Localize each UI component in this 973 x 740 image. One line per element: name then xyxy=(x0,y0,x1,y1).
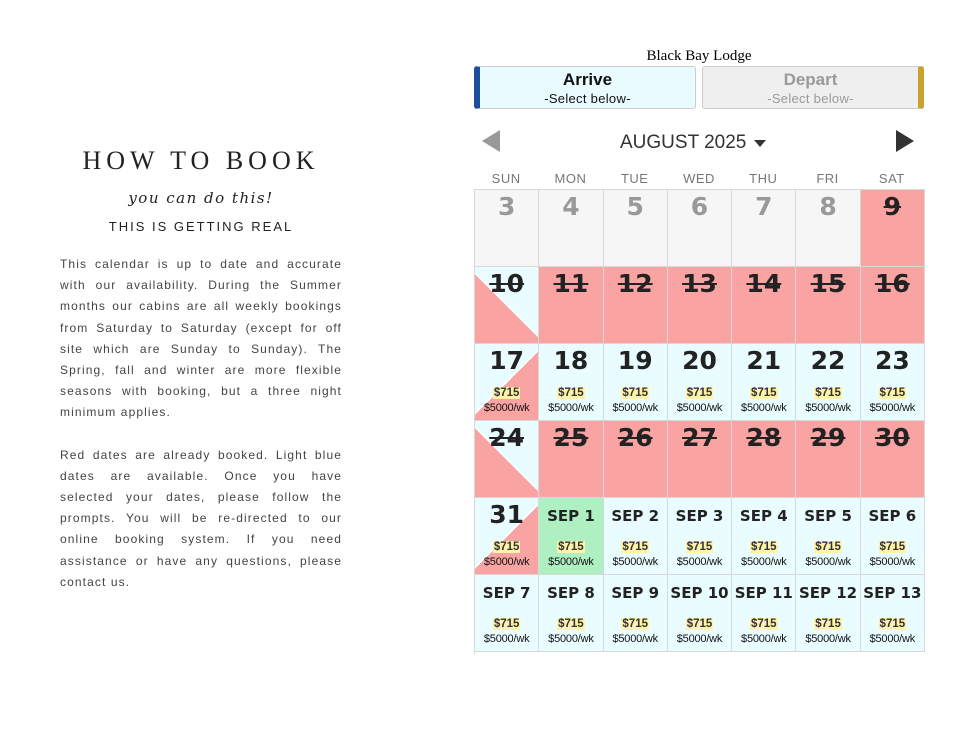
how-to-book-caption: THIS IS GETTING REAL xyxy=(108,219,294,234)
calendar-day-cell[interactable] xyxy=(539,498,603,575)
weekly-price: $5000/wk xyxy=(869,402,916,414)
calendar-day-cell xyxy=(539,190,603,267)
nightly-price-value: $715 xyxy=(493,618,520,630)
day-number: 20 xyxy=(682,346,717,375)
nightly-price xyxy=(539,387,602,399)
nightly-price xyxy=(732,387,795,399)
calendar-day-cell[interactable] xyxy=(604,344,668,421)
depart-date-box[interactable] xyxy=(702,66,924,109)
calendar-day-cell xyxy=(475,190,539,267)
weekday-sat: SAT xyxy=(878,171,905,186)
nightly-price-value: $715 xyxy=(750,387,777,399)
day-number: 23 xyxy=(874,346,910,375)
day-number: SEP 3 xyxy=(675,507,724,525)
month-selector[interactable] xyxy=(620,132,795,154)
calendar-day-cell xyxy=(604,267,668,344)
nightly-price xyxy=(796,387,859,399)
nightly-price xyxy=(604,541,667,553)
day-number: 14 xyxy=(746,269,782,298)
calendar-day-cell[interactable] xyxy=(539,575,603,652)
weekly-price: $5000/wk xyxy=(548,556,594,568)
nightly-price xyxy=(475,387,538,399)
nightly-price xyxy=(539,618,602,630)
arrive-select-hint: -Select below- xyxy=(544,91,631,106)
weekly-price: $5000/wk xyxy=(548,402,594,414)
day-number: SEP 1 xyxy=(547,507,595,525)
day-number: 30 xyxy=(874,423,910,452)
weekly-price: $5000/wk xyxy=(676,633,723,645)
weekday-mon: MON xyxy=(554,171,587,186)
day-number: 11 xyxy=(553,269,589,298)
day-number: SEP 7 xyxy=(482,584,531,602)
nightly-price xyxy=(796,618,859,630)
day-number: 12 xyxy=(617,269,653,298)
calendar-day-cell xyxy=(796,421,860,498)
calendar-day-cell[interactable] xyxy=(796,575,860,652)
weekly-price: $5000/wk xyxy=(612,633,658,645)
calendar-day-cell[interactable] xyxy=(604,575,668,652)
nightly-price xyxy=(861,618,924,630)
nightly-price-value: $715 xyxy=(622,618,648,630)
calendar-day-cell xyxy=(668,190,732,267)
weekly-price: $5000/wk xyxy=(483,633,530,645)
calendar-day-cell[interactable] xyxy=(861,575,925,652)
nightly-price-value: $715 xyxy=(686,541,713,553)
nightly-price xyxy=(668,387,731,399)
weekly-price: $5000/wk xyxy=(483,402,530,414)
nightly-price-value: $715 xyxy=(815,541,841,553)
calendar-day-cell[interactable] xyxy=(861,498,925,575)
day-number: 5 xyxy=(626,192,644,221)
calendar-day-cell[interactable] xyxy=(732,344,796,421)
calendar-day-cell[interactable] xyxy=(475,344,539,421)
calendar-day-cell[interactable] xyxy=(668,498,732,575)
nightly-price-value: $715 xyxy=(879,387,906,399)
day-number: SEP 13 xyxy=(863,584,922,602)
day-number: SEP 11 xyxy=(734,584,793,602)
day-number: 18 xyxy=(553,346,589,375)
how-to-book-paragraph-2: Red dates are already booked. Light blue dates are available. Once you have selected your dates, please follow the prompts. You will be re-directed to our online booking system. If you need assistance or have any questions, please contact us. xyxy=(60,447,342,589)
nightly-price-value: $715 xyxy=(686,387,713,399)
calendar-day-cell[interactable] xyxy=(732,575,796,652)
nightly-price xyxy=(475,541,538,553)
weekly-price: $5000/wk xyxy=(805,402,851,414)
weekly-price: $5000/wk xyxy=(869,633,916,645)
nightly-price xyxy=(861,387,924,399)
nightly-price-value: $715 xyxy=(493,541,520,553)
arrive-title: Arrive xyxy=(562,70,613,89)
how-to-book-paragraph-1: This calendar is up to date and accurate with our availability. During the Summer months our cabins are all weekly bookings from Saturday to Saturday (except for off site which are Sunday to Sunday). The Spring, fall and winter are more flexible seasons with booking, but a three night minimum applies. xyxy=(60,257,342,420)
day-number: 6 xyxy=(690,192,709,221)
calendar-day-cell xyxy=(604,190,668,267)
calendar-day-cell xyxy=(861,267,925,344)
nightly-price-value: $715 xyxy=(493,387,520,399)
day-number: 4 xyxy=(562,192,580,221)
nightly-price-value: $715 xyxy=(879,618,906,630)
nightly-price-value: $715 xyxy=(558,618,584,630)
weekly-price: $5000/wk xyxy=(483,556,530,568)
nightly-price xyxy=(668,541,731,553)
chevron-down-icon xyxy=(754,140,766,147)
calendar-day-cell xyxy=(668,267,732,344)
nightly-price-value: $715 xyxy=(558,541,584,553)
day-number: 9 xyxy=(883,192,902,221)
nightly-price xyxy=(732,618,795,630)
day-number: 22 xyxy=(810,346,846,375)
day-number: SEP 12 xyxy=(798,584,858,602)
weekday-thu: THU xyxy=(749,171,778,186)
weekly-price: $5000/wk xyxy=(676,402,723,414)
how-to-book-subtitle: you can do this! xyxy=(128,189,274,207)
month-label: AUGUST 2025 xyxy=(620,132,747,153)
weekly-price: $5000/wk xyxy=(612,402,658,414)
day-number: 17 xyxy=(489,346,525,375)
previous-month-arrow-icon[interactable] xyxy=(482,130,500,152)
day-number: 10 xyxy=(489,269,525,298)
weekly-price: $5000/wk xyxy=(741,402,787,414)
calendar-day-cell xyxy=(796,267,860,344)
day-number: SEP 6 xyxy=(868,507,917,525)
how-to-book-title: HOW TO BOOK xyxy=(82,146,320,175)
how-to-book-section xyxy=(60,146,342,593)
nightly-price xyxy=(732,541,795,553)
day-number: 8 xyxy=(819,192,837,221)
day-number: SEP 4 xyxy=(739,507,788,525)
nightly-price xyxy=(796,541,859,553)
day-number: 19 xyxy=(617,346,653,375)
calendar-day-cell xyxy=(796,190,860,267)
day-number: SEP 10 xyxy=(670,584,729,602)
calendar-day-cell[interactable] xyxy=(475,498,539,575)
calendar-day-cell[interactable] xyxy=(796,344,860,421)
day-number: 13 xyxy=(682,269,717,298)
day-number: 15 xyxy=(810,269,846,298)
day-number: SEP 8 xyxy=(547,584,595,602)
calendar-day-cell xyxy=(668,421,732,498)
day-number: 16 xyxy=(874,269,910,298)
depart-title: Depart xyxy=(783,70,838,89)
weekday-fri: FRI xyxy=(816,171,839,186)
nightly-price-value: $715 xyxy=(750,541,777,553)
day-number: 24 xyxy=(489,423,525,452)
day-number: 29 xyxy=(810,423,846,452)
nightly-price xyxy=(604,387,667,399)
weekly-price: $5000/wk xyxy=(805,556,851,568)
day-number: 26 xyxy=(617,423,653,452)
depart-select-hint: -Select below- xyxy=(767,91,854,106)
weekly-price: $5000/wk xyxy=(805,633,851,645)
weekly-price: $5000/wk xyxy=(676,556,723,568)
nightly-price-value: $715 xyxy=(622,387,648,399)
nightly-price-value: $715 xyxy=(750,618,777,630)
weekly-price: $5000/wk xyxy=(741,633,787,645)
weekday-header xyxy=(474,171,924,186)
weekday-tue: TUE xyxy=(620,171,649,186)
nightly-price-value: $715 xyxy=(815,387,841,399)
weekly-price: $5000/wk xyxy=(869,556,916,568)
day-number: 21 xyxy=(746,346,782,375)
calendar-day-cell[interactable] xyxy=(861,344,925,421)
calendar-day-cell[interactable] xyxy=(539,344,603,421)
next-month-arrow-icon[interactable] xyxy=(896,130,914,152)
weekday-wed: WED xyxy=(683,171,715,186)
day-number: SEP 9 xyxy=(611,584,660,602)
arrive-date-box[interactable] xyxy=(474,66,696,109)
calendar-day-cell xyxy=(539,267,603,344)
day-number: 7 xyxy=(755,192,773,221)
day-number: SEP 2 xyxy=(611,507,660,525)
nightly-price xyxy=(475,618,538,630)
calendar-day-cell xyxy=(475,267,539,344)
day-number: 31 xyxy=(489,500,525,529)
day-number: 28 xyxy=(746,423,782,452)
calendar-day-cell xyxy=(732,267,796,344)
calendar-day-cell xyxy=(539,421,603,498)
nightly-price-value: $715 xyxy=(879,541,906,553)
calendar-day-cell xyxy=(732,421,796,498)
calendar-day-cell xyxy=(604,421,668,498)
calendar-day-cell[interactable] xyxy=(668,344,732,421)
nightly-price xyxy=(668,618,731,630)
nightly-price-value: $715 xyxy=(558,387,584,399)
day-number: 27 xyxy=(682,423,717,452)
calendar-day-cell xyxy=(475,421,539,498)
weekday-sun: SUN xyxy=(491,171,521,186)
day-number: 3 xyxy=(497,192,516,221)
day-number: 25 xyxy=(553,423,589,452)
nightly-price xyxy=(604,618,667,630)
day-number: SEP 5 xyxy=(804,507,852,525)
calendar-day-cell xyxy=(861,421,925,498)
weekly-price: $5000/wk xyxy=(741,556,787,568)
calendar-day-cell[interactable] xyxy=(732,498,796,575)
calendar-day-cell[interactable] xyxy=(604,498,668,575)
calendar-day-cell xyxy=(732,190,796,267)
nightly-price xyxy=(861,541,924,553)
calendar-day-cell[interactable] xyxy=(668,575,732,652)
calendar-day-cell[interactable] xyxy=(475,575,539,652)
weekly-price: $5000/wk xyxy=(548,633,594,645)
nightly-price-value: $715 xyxy=(686,618,713,630)
calendar-day-cell[interactable] xyxy=(796,498,860,575)
lodge-name: Black Bay Lodge xyxy=(646,48,752,64)
calendar-grid xyxy=(474,189,925,654)
nightly-price-value: $715 xyxy=(622,541,648,553)
nightly-price xyxy=(539,541,602,553)
nightly-price-value: $715 xyxy=(815,618,841,630)
weekly-price: $5000/wk xyxy=(612,556,658,568)
calendar-day-cell xyxy=(861,190,925,267)
